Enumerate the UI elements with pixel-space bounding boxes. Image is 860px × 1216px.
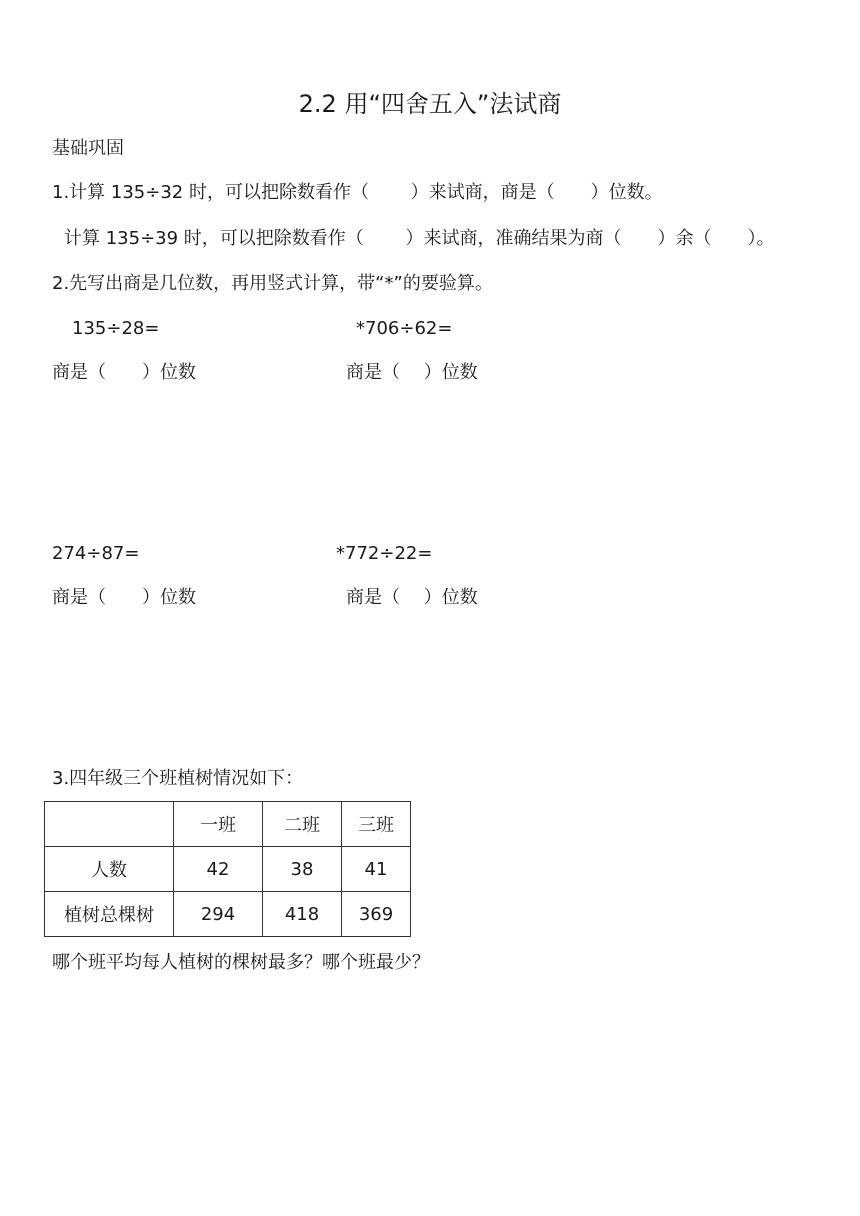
table-cell: 38 (263, 847, 342, 892)
problem-answer-prompt: 商是（ ）位数 (346, 587, 478, 608)
table-cell: 369 (342, 892, 411, 937)
question-1-line-2: 计算 135÷39 时，可以把除数看作（ ）来试商，准确结果为商（ ）余（ ）。 (64, 228, 775, 249)
problem-expression: 274÷87= (52, 543, 140, 564)
problem-expression: 135÷28= (72, 318, 160, 339)
question-1-line-1: 1.计算 135÷32 时，可以把除数看作（ ）来试商，商是（ ）位数。 (52, 182, 663, 203)
table-cell: 294 (174, 892, 263, 937)
table-row-label: 人数 (45, 847, 174, 892)
tree-planting-table (44, 801, 411, 937)
problem-expression: *772÷22= (336, 543, 433, 564)
problem-expression: *706÷62= (356, 318, 453, 339)
question-3-prompt: 哪个班平均每人植树的棵树最多？哪个班最少？ (52, 952, 430, 973)
table-cell: 41 (342, 847, 411, 892)
table-cell: 42 (174, 847, 263, 892)
table-header-cell (45, 802, 174, 847)
table-row (45, 892, 411, 937)
section-heading: 基础巩固 (52, 138, 124, 159)
problem-answer-prompt: 商是（ ）位数 (346, 362, 478, 383)
question-3-intro: 3.四年级三个班植树情况如下： (52, 768, 304, 789)
table-row (45, 847, 411, 892)
question-2-instruction: 2.先写出商是几位数，再用竖式计算，带“*”的要验算。 (52, 273, 493, 294)
table-header-cell: 二班 (263, 802, 342, 847)
problem-answer-prompt: 商是（ ）位数 (52, 362, 196, 383)
table-row-label: 植树总棵树 (45, 892, 174, 937)
table-header-row (45, 802, 411, 847)
table-header-cell: 一班 (174, 802, 263, 847)
table-header-cell: 三班 (342, 802, 411, 847)
page-title: 2.2 用“四舍五入”法试商 (298, 90, 562, 118)
problem-answer-prompt: 商是（ ）位数 (52, 587, 196, 608)
table-cell: 418 (263, 892, 342, 937)
